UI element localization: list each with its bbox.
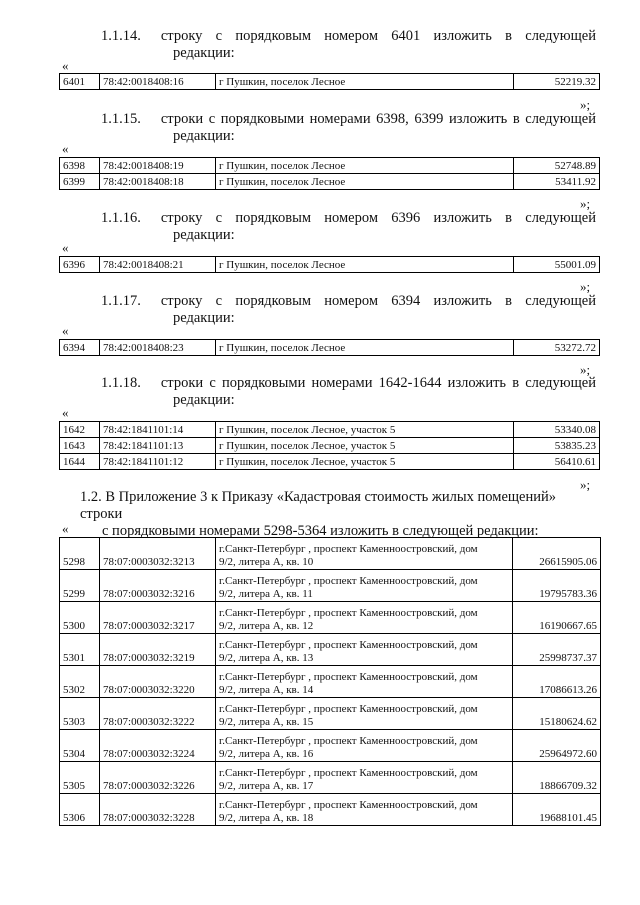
- cadastral-number-line: 78:07:0003032:3224: [103, 748, 195, 760]
- cadastral-number-line: 78:07:0003032:3217: [103, 620, 195, 632]
- cadastral-value: [513, 666, 601, 698]
- cadastral-value: [513, 698, 601, 730]
- address: г Пушкин, поселок Лесное: [216, 174, 514, 190]
- row-number: 6399: [60, 174, 100, 190]
- section-line: строки с порядковыми номерами 1642-1644 изложить в следующей: [160, 375, 596, 391]
- table-row: [60, 158, 600, 174]
- table-row: [60, 602, 601, 634]
- cadastral-value-line: 16190667.65: [539, 620, 597, 632]
- address-line: 9/2, литера А, кв. 18: [219, 812, 314, 824]
- address: г Пушкин, поселок Лесное, участок 5: [216, 454, 514, 470]
- address: г Пушкин, поселок Лесное, участок 5: [216, 438, 514, 454]
- table-row: [60, 340, 600, 356]
- row-number: 6396: [60, 257, 100, 273]
- section-1-1-17-text: [101, 293, 596, 327]
- address: [216, 570, 513, 602]
- cadastral-value: 55001.09: [514, 257, 600, 273]
- address-line: г.Санкт-Петербург , проспект Каменноостровский, дом: [219, 543, 478, 555]
- row-number-line: 5305: [63, 780, 85, 792]
- section-line: строку с порядковым номером 6394 изложить в следующей: [160, 293, 596, 309]
- address: г Пушкин, поселок Лесное: [216, 340, 514, 356]
- section-1-2-text: [80, 489, 600, 540]
- row-number: 1643: [60, 438, 100, 454]
- row-number: [60, 794, 100, 826]
- table-row: [60, 794, 601, 826]
- section-line: строку с порядковым номером 6396 изложить в следующей: [160, 210, 596, 226]
- table-row: [60, 730, 601, 762]
- table-1-1-16: [59, 256, 600, 273]
- section-line: с порядковыми номерами 5298-5364 изложить в следующей редакции:: [102, 523, 539, 539]
- section-1-1-15-text: [101, 111, 596, 145]
- section-number: 1.1.15.: [101, 111, 141, 127]
- address: г Пушкин, поселок Лесное: [216, 158, 514, 174]
- cadastral-number: 78:42:1841101:12: [100, 454, 216, 470]
- table-row: [60, 454, 600, 470]
- cadastral-number: [100, 538, 216, 570]
- cadastral-value-line: 25998737.37: [539, 652, 597, 664]
- cadastral-number: 78:42:1841101:14: [100, 422, 216, 438]
- section-line: строку с порядковым номером 6401 изложить в следующей: [160, 28, 596, 44]
- table-row: [60, 74, 600, 90]
- address-line: 9/2, литера А, кв. 16: [219, 748, 314, 760]
- row-number: 6398: [60, 158, 100, 174]
- address: г Пушкин, поселок Лесное, участок 5: [216, 422, 514, 438]
- table-row: [60, 538, 601, 570]
- row-number: [60, 698, 100, 730]
- close-quote: »;: [580, 477, 591, 492]
- row-number: 6401: [60, 74, 100, 90]
- table-row: [60, 666, 601, 698]
- cadastral-number: [100, 634, 216, 666]
- address: [216, 730, 513, 762]
- table-1-1-17: [59, 339, 600, 356]
- address: [216, 634, 513, 666]
- row-number-line: 5299: [63, 588, 85, 600]
- close-quote: »;: [580, 362, 591, 377]
- open-quote: «: [62, 405, 69, 420]
- section-line: 1.2. В Приложение 3 к Приказу «Кадастровая стоимость жилых помещений» строки: [80, 489, 557, 522]
- section-number: 1.1.17.: [101, 293, 141, 309]
- section-line: редакции:: [173, 392, 235, 408]
- row-number: 1642: [60, 422, 100, 438]
- cadastral-value-line: 18866709.32: [539, 780, 597, 792]
- address: [216, 538, 513, 570]
- cadastral-value: [513, 570, 601, 602]
- address: [216, 762, 513, 794]
- row-number: [60, 666, 100, 698]
- cadastral-number: 78:42:0018408:16: [100, 74, 216, 90]
- cadastral-value-line: 25964972.60: [539, 748, 597, 760]
- address: [216, 666, 513, 698]
- cadastral-number: [100, 666, 216, 698]
- address: г Пушкин, поселок Лесное: [216, 257, 514, 273]
- address-line: 9/2, литера А, кв. 13: [219, 652, 314, 664]
- cadastral-value: [513, 794, 601, 826]
- table-1-1-18: [59, 421, 600, 470]
- address: [216, 602, 513, 634]
- cadastral-number-line: 78:07:0003032:3219: [103, 652, 195, 664]
- address-line: 9/2, литера А, кв. 15: [219, 716, 314, 728]
- row-number: [60, 730, 100, 762]
- cadastral-number: [100, 794, 216, 826]
- address-line: 9/2, литера А, кв. 12: [219, 620, 314, 632]
- row-number: [60, 570, 100, 602]
- open-quote: «: [62, 240, 69, 255]
- section-number: 1.1.14.: [101, 28, 141, 44]
- table-row: [60, 698, 601, 730]
- table-1-1-15: [59, 157, 600, 190]
- cadastral-value: 53411.92: [514, 174, 600, 190]
- cadastral-value-line: 19688101.45: [539, 812, 597, 824]
- section-line: строки с порядковыми номерами 6398, 6399 изложить в следующей: [160, 111, 596, 127]
- address-line: 9/2, литера А, кв. 17: [219, 780, 314, 792]
- cadastral-value: [513, 602, 601, 634]
- row-number: [60, 538, 100, 570]
- cadastral-number-line: 78:07:0003032:3226: [103, 780, 195, 792]
- address-line: г.Санкт-Петербург , проспект Каменноостровский, дом: [219, 799, 478, 811]
- address-line: 9/2, литера А, кв. 11: [219, 588, 313, 600]
- cadastral-value: 53340.08: [514, 422, 600, 438]
- section-line: редакции:: [173, 128, 235, 144]
- row-number: 6394: [60, 340, 100, 356]
- row-number-line: 5298: [63, 556, 85, 568]
- address-line: г.Санкт-Петербург , проспект Каменноостровский, дом: [219, 767, 478, 779]
- section-line: редакции:: [173, 310, 235, 326]
- section-number: 1.1.18.: [101, 375, 141, 391]
- open-quote: «: [62, 323, 69, 338]
- cadastral-value: 53835.23: [514, 438, 600, 454]
- table-row: [60, 438, 600, 454]
- cadastral-value: [513, 730, 601, 762]
- section-1-1-18-text: [101, 375, 596, 409]
- address-line: г.Санкт-Петербург , проспект Каменноостровский, дом: [219, 735, 478, 747]
- cadastral-number: [100, 762, 216, 794]
- cadastral-number: 78:42:0018408:23: [100, 340, 216, 356]
- section-1-1-14-text: [101, 28, 596, 62]
- cadastral-value-line: 19795783.36: [539, 588, 597, 600]
- address: г Пушкин, поселок Лесное: [216, 74, 514, 90]
- cadastral-value-line: 17086613.26: [539, 684, 597, 696]
- cadastral-value: 56410.61: [514, 454, 600, 470]
- address-line: 9/2, литера А, кв. 10: [219, 556, 314, 568]
- table-row: [60, 174, 600, 190]
- cadastral-value-line: 26615905.06: [539, 556, 597, 568]
- cadastral-value: [513, 762, 601, 794]
- address-line: г.Санкт-Петербург , проспект Каменноостровский, дом: [219, 703, 478, 715]
- close-quote: »;: [580, 97, 591, 112]
- row-number: 1644: [60, 454, 100, 470]
- address-line: г.Санкт-Петербург , проспект Каменноостровский, дом: [219, 671, 478, 683]
- cadastral-value: [513, 634, 601, 666]
- address-line: г.Санкт-Петербург , проспект Каменноостровский, дом: [219, 639, 478, 651]
- section-1-1-16-text: [101, 210, 596, 244]
- cadastral-number-line: 78:07:0003032:3213: [103, 556, 195, 568]
- address: [216, 698, 513, 730]
- table-row: [60, 762, 601, 794]
- address-line: г.Санкт-Петербург , проспект Каменноостровский, дом: [219, 575, 478, 587]
- row-number: [60, 634, 100, 666]
- cadastral-number: [100, 570, 216, 602]
- table-row: [60, 634, 601, 666]
- table-row: [60, 257, 600, 273]
- table-1-1-14: [59, 73, 600, 90]
- open-quote: «: [62, 58, 69, 73]
- cadastral-number-line: 78:07:0003032:3216: [103, 588, 195, 600]
- cadastral-number: 78:42:0018408:19: [100, 158, 216, 174]
- section-number: 1.1.16.: [101, 210, 141, 226]
- table-row: [60, 570, 601, 602]
- row-number: [60, 762, 100, 794]
- row-number-line: 5302: [63, 684, 85, 696]
- section-line: редакции:: [173, 45, 235, 61]
- cadastral-value: 52748.89: [514, 158, 600, 174]
- row-number-line: 5304: [63, 748, 85, 760]
- cadastral-number-line: 78:07:0003032:3220: [103, 684, 195, 696]
- row-number: [60, 602, 100, 634]
- table-1-2: [59, 537, 601, 826]
- close-quote: »;: [580, 279, 591, 294]
- table-row: [60, 422, 600, 438]
- address-line: 9/2, литера А, кв. 14: [219, 684, 314, 696]
- row-number-line: 5301: [63, 652, 85, 664]
- cadastral-value: 53272.72: [514, 340, 600, 356]
- cadastral-number: [100, 602, 216, 634]
- cadastral-number-line: 78:07:0003032:3222: [103, 716, 195, 728]
- address-line: г.Санкт-Петербург , проспект Каменноостровский, дом: [219, 607, 478, 619]
- row-number-line: 5303: [63, 716, 85, 728]
- cadastral-number: [100, 698, 216, 730]
- section-line: редакции:: [173, 227, 235, 243]
- cadastral-value-line: 15180624.62: [539, 716, 597, 728]
- cadastral-number: 78:42:0018408:21: [100, 257, 216, 273]
- cadastral-number: 78:42:0018408:18: [100, 174, 216, 190]
- cadastral-number: 78:42:1841101:13: [100, 438, 216, 454]
- row-number-line: 5306: [63, 812, 85, 824]
- close-quote: »;: [580, 196, 591, 211]
- cadastral-number-line: 78:07:0003032:3228: [103, 812, 195, 824]
- address: [216, 794, 513, 826]
- open-quote: «: [62, 141, 69, 156]
- row-number-line: 5300: [63, 620, 85, 632]
- open-quote: «: [62, 521, 69, 536]
- cadastral-number: [100, 730, 216, 762]
- cadastral-value: [513, 538, 601, 570]
- cadastral-value: 52219.32: [514, 74, 600, 90]
